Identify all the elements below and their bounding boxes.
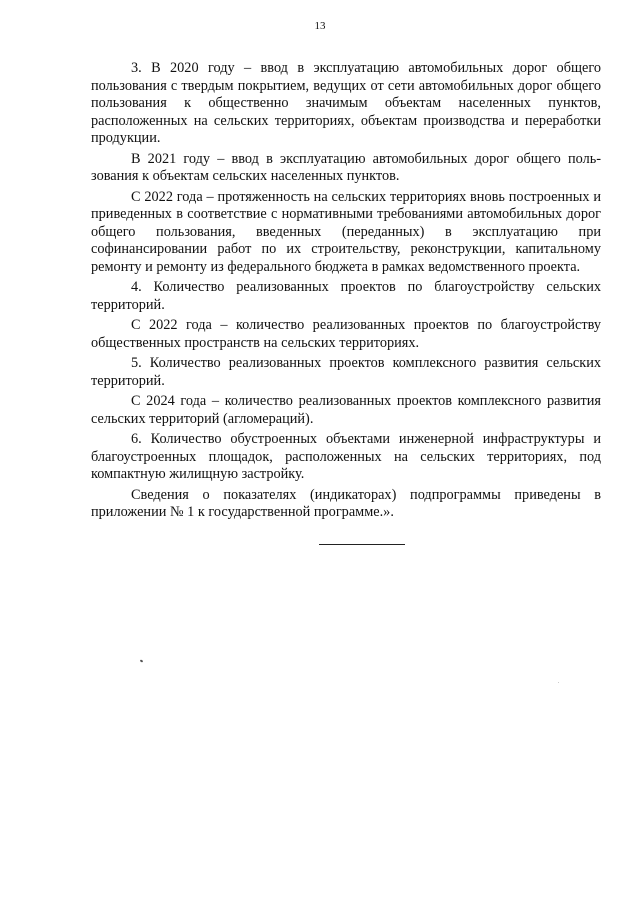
scan-speck [558, 682, 559, 683]
document-body [91, 60, 601, 525]
paragraph-engineering-infrastructure: 6. Количество обустроенных объектами инженерной инфраструктуры и благоустроенных площадок, расположенных на сельских территориях, под компактную жилищную застройку. [91, 431, 601, 482]
page-number: 13 [314, 20, 326, 32]
paragraph-complex-development-projects: 5. Количество реализованных проектов комплексного развития сельских территорий. [91, 355, 601, 389]
paragraph-road-2022: С 2022 года – протяженность на сельских территориях вновь построенных и приведенных в соответствие с нормативными требованиями автомобильных дорог общего пользования, введенных (переданных) в эксплуатацию при софинансировании работ по их строительству, реконструкции, капитальному ремонту и ремонту из федерального бюджета в рамках ведомственного проекта. [91, 188, 601, 275]
paragraph-landscaping-2022: С 2022 года – количество реализованных проектов по благоустройству общественных пространств на сельских территориях. [91, 317, 601, 351]
end-divider-line [319, 544, 405, 545]
paragraph-indicators-reference: Сведения о показателях (индикаторах) подпрограммы приведены в приложении № 1 к государственной программе.». [91, 486, 601, 520]
scan-speck [140, 659, 144, 662]
paragraph-landscaping-projects: 4. Количество реализованных проектов по благоустройству сельских территорий. [91, 279, 601, 313]
paragraph-complex-development-2024: С 2024 года – количество реализованных проектов комплексного развития сельских территорий (агломераций). [91, 393, 601, 427]
paragraph-road-2021: В 2021 году – ввод в эксплуатацию автомобильных дорог общего пользования к объектам сельских населенных пунктов. [91, 150, 601, 184]
paragraph-road-2020: 3. В 2020 году – ввод в эксплуатацию автомобильных дорог общего пользования с твердым покрытием, ведущих от сети автомобильных дорог общего пользования к общественно значимым объектам населенных пунктов, расположенных на сельских территориях, объектам производства и переработки продукции. [91, 60, 601, 146]
